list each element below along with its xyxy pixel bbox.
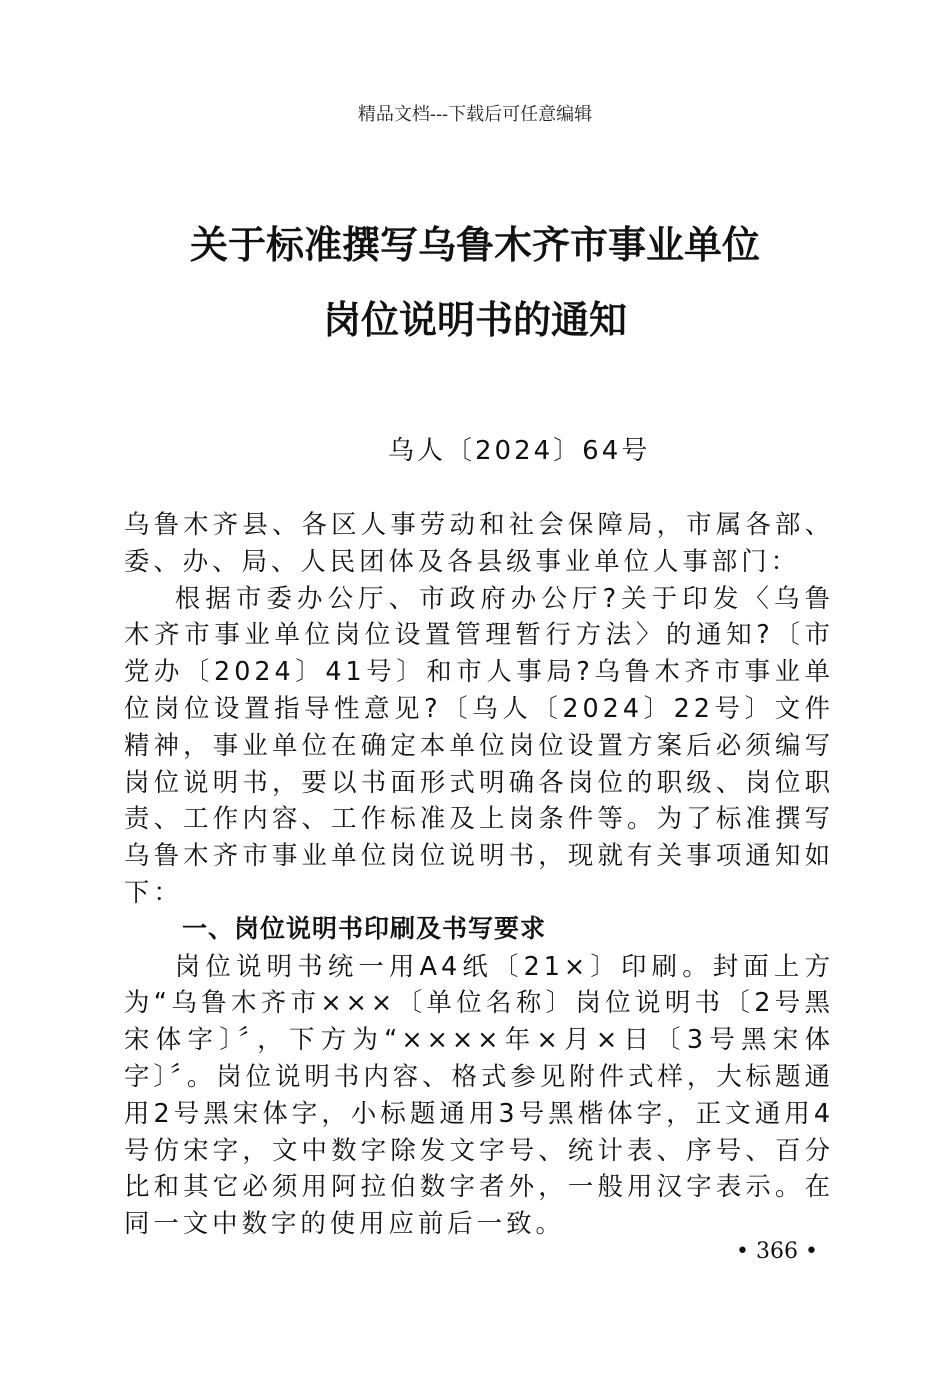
header-note: 精品文档---下载后可任意编辑 [357, 104, 593, 125]
document-title-line-2: 岗位说明书的通知 [322, 297, 627, 342]
paragraph-2: 岗位说明书统一用A4纸〔21×〕印刷。封面上方为“乌鲁木齐市×××〔单位名称〕岗位说明书〔2号黑宋体字〕〞，下方为“××××年×月×日〔3号黑宋体字〕〞。岗位说明书内容、格式参见附件式样，大标题通用2号黑宋体字，小标题通用3号黑楷体字，正文通用4号仿宋字，文中数字除发文字号、统计表、序号、百分比和其它必须用阿拉伯数字者外，一般用汉字表示。在同一文中数字的使用应前后一致。 [124, 950, 834, 1239]
document-title-line-1: 关于标准撰写乌鲁木齐市事业单位 [189, 222, 760, 267]
paragraph-1: 根据市委办公厅、市政府办公厅?关于印发〈乌鲁木齐市事业单位岗位设置管理暂行方法〉的通知?〔市党办〔2024〕41号〕和市人事局?乌鲁木齐市事业单位岗位设置指导性意见?〔乌人〔2024〕22号〕文件精神，事业单位在确定本单位岗位设置方案后必须编写岗位说明书，要以书面形式明确各岗位的职级、岗位职责、工作内容、工作标准及上岗条件等。为了标准撰写乌鲁木齐市事业单位岗位说明书，现就有关事项通知如下： [124, 582, 834, 907]
page-number: • 366 • [736, 1239, 818, 1264]
document-number: 乌人〔2024〕64号 [388, 436, 651, 466]
document-body [124, 506, 834, 1242]
addressee: 乌鲁木齐县、各区人事劳动和社会保障局，市属各部、委、办、局、人民团体及各县级事业单位人事部门： [124, 509, 834, 576]
section-1-heading: 一、岗位说明书印刷及书写要求 [182, 913, 547, 943]
